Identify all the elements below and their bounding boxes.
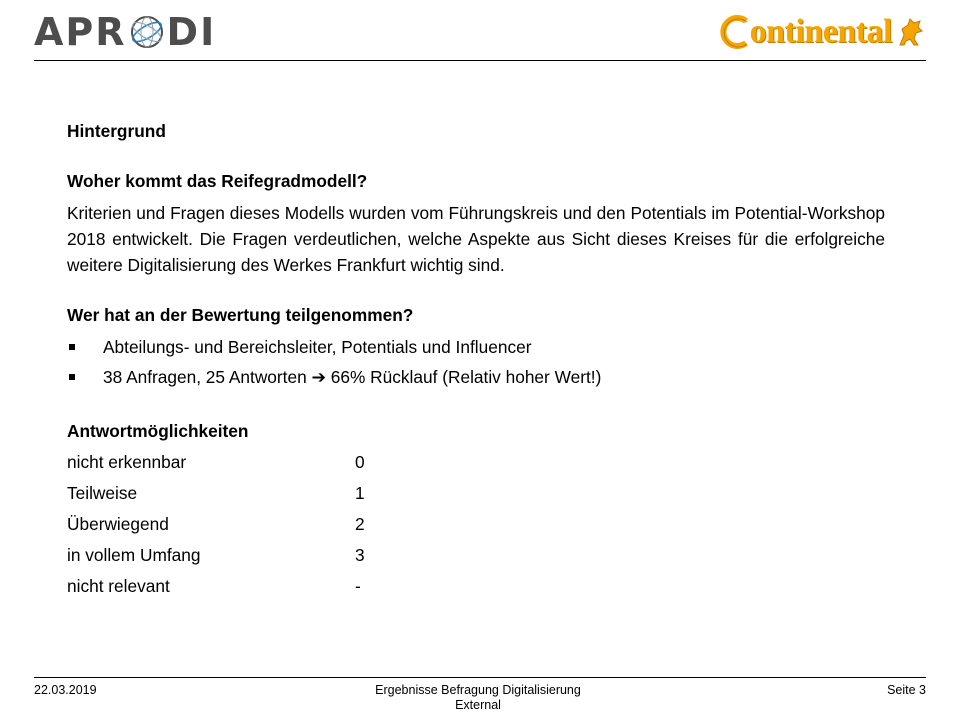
footer-divider <box>34 677 926 678</box>
origin-paragraph: Kriterien und Fragen dieses Modells wurden vom Führungskreis und den Potentials im Potential-Workshop 2018 entwickelt. Die Fragen verdeutlichen, welche Aspekte aus Sicht dieses Kreises für die erfolgreiche weitere Digitalisierung des Werkes Frankfurt wichtig sind. <box>67 203 885 275</box>
aprodi-logo <box>34 9 216 55</box>
arrow-right-icon: ➔ <box>311 367 326 387</box>
slide-header <box>0 0 960 64</box>
answer-label: nicht relevant <box>67 575 170 596</box>
footer-title-line2: External <box>455 698 501 712</box>
aprodi-logo-prefix: APR <box>34 10 127 54</box>
footer-title <box>330 683 626 713</box>
answer-value: 0 <box>355 451 365 472</box>
list-item <box>67 364 885 390</box>
participants-list <box>67 334 885 390</box>
footer-date: 22.03.2019 <box>34 683 97 697</box>
section-title-participants: Wer hat an der Bewertung teilgenommen? <box>67 305 414 325</box>
continental-logo <box>718 8 926 56</box>
answer-label: Überwiegend <box>67 513 169 534</box>
table-row <box>67 508 885 539</box>
answer-label: in vollem Umfang <box>67 544 201 565</box>
table-row <box>67 570 885 601</box>
list-item <box>67 334 885 360</box>
answer-value: 3 <box>355 544 365 565</box>
page-number: Seite 3 <box>887 683 926 697</box>
aprodi-logo-suffix: DI <box>166 10 217 54</box>
answer-label: nicht erkennbar <box>67 451 187 472</box>
footer-title-line1: Ergebnisse Befragung Digitalisierung <box>375 683 581 697</box>
answer-label: Teilweise <box>67 482 138 503</box>
globe-o-icon <box>128 13 166 51</box>
bullet-text: Abteilungs- und Bereichsleiter, Potentials und Influencer <box>103 337 532 357</box>
table-row <box>67 477 885 508</box>
bullet-square-icon <box>69 374 75 380</box>
continental-wordmark: ontinental <box>749 13 892 50</box>
continental-c-icon <box>720 13 750 51</box>
section-title-origin: Woher kommt das Reifegradmodell? <box>67 171 368 191</box>
table-row <box>67 446 885 477</box>
header-divider <box>34 60 926 61</box>
answer-options-table <box>67 446 885 601</box>
answer-value: 2 <box>355 513 365 534</box>
bullet-square-icon <box>69 344 75 350</box>
section-title-background: Hintergrund <box>67 121 166 141</box>
answer-value: 1 <box>355 482 365 503</box>
table-row <box>67 539 885 570</box>
horse-icon <box>894 15 926 49</box>
bullet-text-response-rate: 66% Rücklauf (Relativ hoher Wert!) <box>330 367 602 387</box>
section-title-answers: Antwortmöglichkeiten <box>67 421 249 441</box>
bullet-text-requests: 38 Anfragen, 25 Antworten <box>103 367 307 387</box>
slide-body <box>67 118 885 601</box>
answer-value: - <box>355 575 361 596</box>
